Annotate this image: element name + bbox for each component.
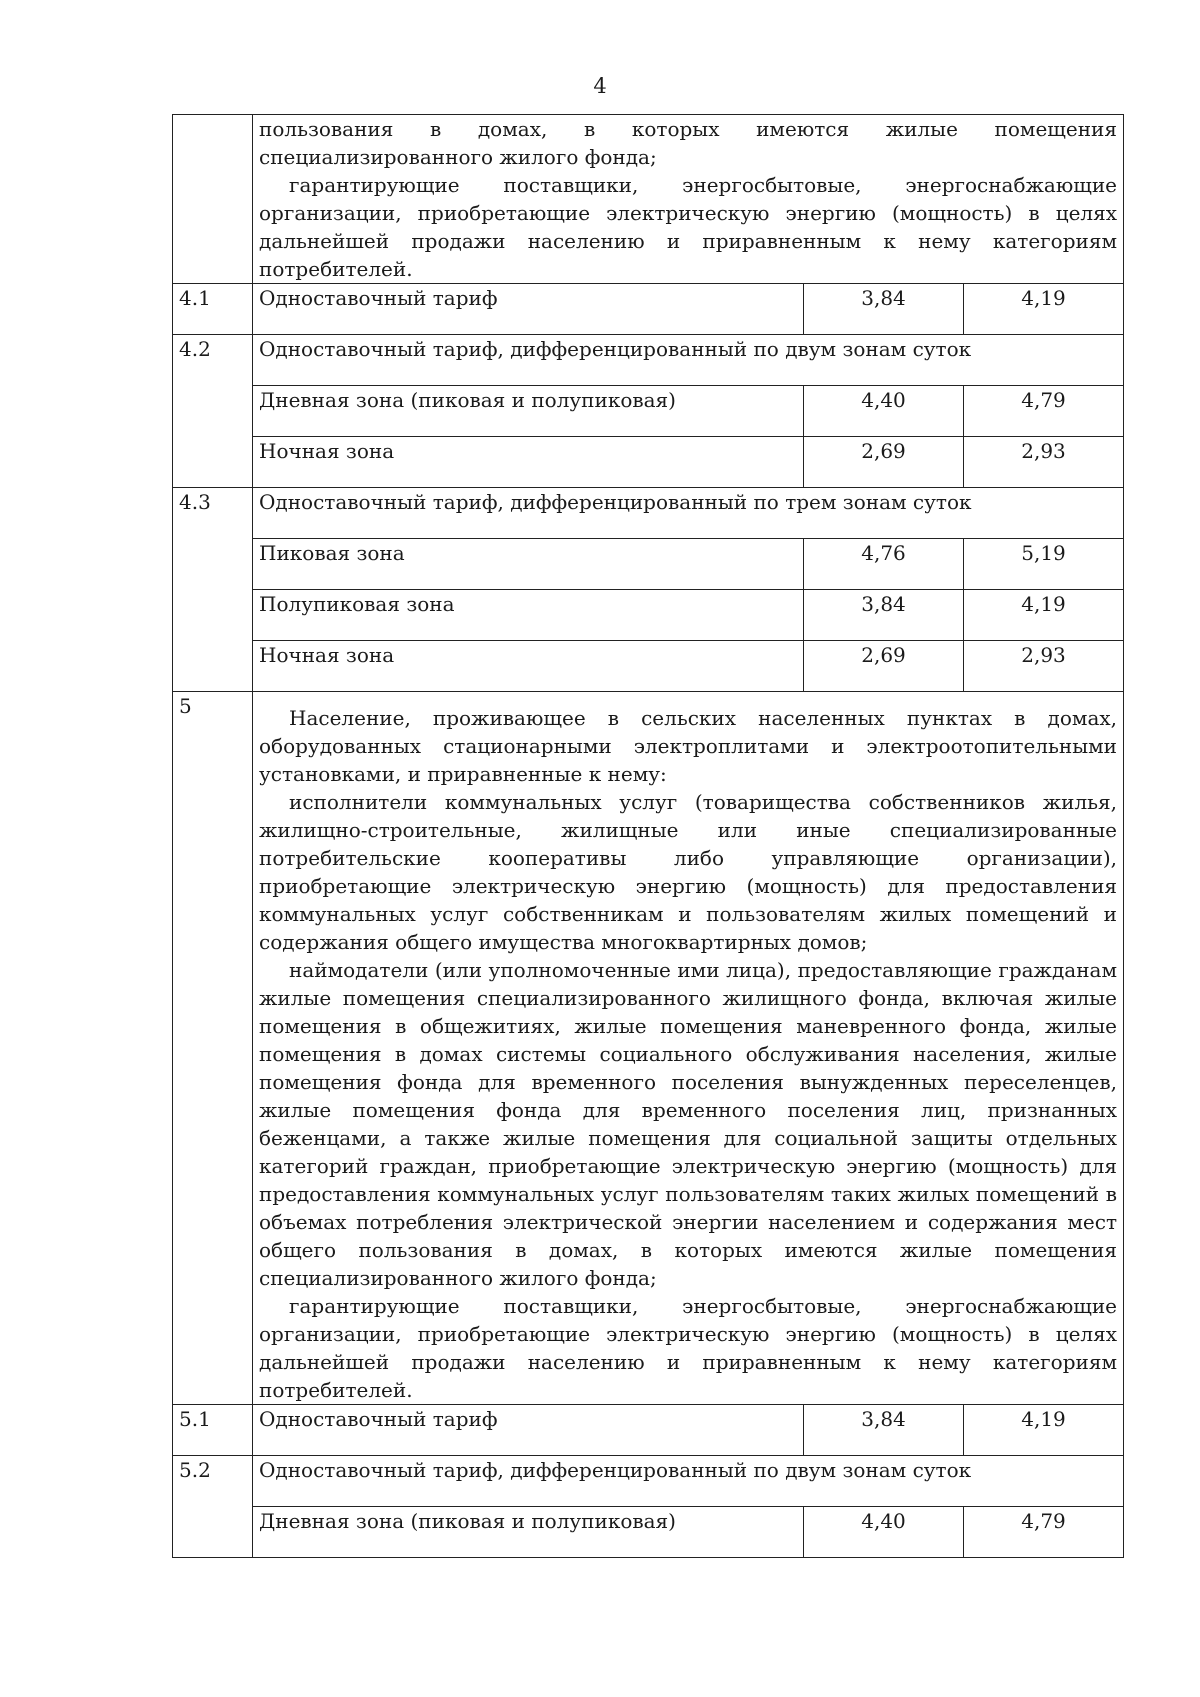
zone-name-cell: Ночная зона [253,437,804,488]
table-row [173,386,1124,437]
table-row [173,590,1124,641]
tariff-value-1: 3,84 [804,1405,964,1456]
tariff-value-1: 3,84 [804,590,964,641]
table-row [173,1507,1124,1558]
description-cell [253,692,1124,1405]
tariff-table [172,114,1124,1558]
tariff-value-1: 4,40 [804,386,964,437]
tariff-value-1: 4,40 [804,1507,964,1558]
tariff-value-2: 4,19 [964,284,1124,335]
table-row [173,539,1124,590]
zone-name-cell: Пиковая зона [253,539,804,590]
paragraph: пользования в домах, в которых имеются жилые помещения специализированного жилого фонда; [259,117,1118,169]
row-number-cell: 5.1 [173,1405,253,1456]
tariff-group-title: Одноставочный тариф, дифференцированный по двум зонам суток [253,335,1124,386]
table-row [173,1405,1124,1456]
paragraph: наймодатели (или уполномоченные ими лица), предоставляющие гражданам жилые помещения специализированного жилищного фонда, включая жилые помещения в общежитиях, жилые помещения маневренного фонда, жилые помещения в домах системы социального обслуживания населения, жилые помещения фонда для временного поселения вынужденных переселенцев, жилые помещения фонда для временного поселения лиц, признанных беженцами, а также жилые помещения для социальной защиты отдельных категорий граждан, приобретающие электрическую энергию (мощность) для предоставления коммунальных услуг пользователям таких жилых помещений в объемах потребления электрической энергии населением и содержания мест общего пользования в домах, в которых имеются жилые помещения специализированного жилого фонда; [259,958,1118,1290]
paragraph: гарантирующие поставщики, энергосбытовые, энергоснабжающие организации, приобретающие электрическую энергию (мощность) в целях дальнейшей продажи населению и приравненным к нему категориям потребителей. [259,1294,1118,1402]
tariff-value-2: 4,79 [964,1507,1124,1558]
tariff-name-cell: Одноставочный тариф [253,1405,804,1456]
table-row [173,437,1124,488]
tariff-value-2: 4,19 [964,590,1124,641]
tariff-value-2: 4,19 [964,1405,1124,1456]
table-row [173,1456,1124,1507]
tariff-group-title: Одноставочный тариф, дифференцированный по двум зонам суток [253,1456,1124,1507]
tariff-value-2: 5,19 [964,539,1124,590]
table-row [173,335,1124,386]
tariff-group-title: Одноставочный тариф, дифференцированный по трем зонам суток [253,488,1124,539]
tariff-value-1: 2,69 [804,641,964,692]
paragraph: Население, проживающее в сельских населенных пунктах в домах, оборудованных стационарными электроплитами и электроотопительными установками, и приравненные к нему: [259,706,1118,786]
zone-name-cell: Полупиковая зона [253,590,804,641]
tariff-value-1: 3,84 [804,284,964,335]
paragraph: гарантирующие поставщики, энергосбытовые, энергоснабжающие организации, приобретающие электрическую энергию (мощность) в целях дальнейшей продажи населению и приравненным к нему категориям потребителей. [259,173,1118,281]
row-number-cell: 5 [173,692,253,1405]
row-number-cell: 5.2 [173,1456,253,1558]
page-number: 4 [593,74,607,98]
zone-name-cell: Дневная зона (пиковая и полупиковая) [253,386,804,437]
table-row [173,284,1124,335]
table-row [173,641,1124,692]
tariff-value-2: 2,93 [964,437,1124,488]
tariff-value-1: 4,76 [804,539,964,590]
zone-name-cell: Дневная зона (пиковая и полупиковая) [253,1507,804,1558]
row-number-cell: 4.2 [173,335,253,488]
table-row [173,115,1124,284]
row-number-cell: 4.1 [173,284,253,335]
row-number-cell [173,115,253,284]
tariff-value-1: 2,69 [804,437,964,488]
row-number-cell: 4.3 [173,488,253,692]
tariff-value-2: 4,79 [964,386,1124,437]
description-cell [253,115,1124,284]
table-row [173,692,1124,1405]
paragraph: исполнители коммунальных услуг (товарищества собственников жилья, жилищно-строительные, жилищные или иные специализированные потребительские кооперативы либо управляющие организации), приобретающие электрическую энергию (мощность) для предоставления коммунальных услуг собственникам и пользователям жилых помещений и содержания общего имущества многоквартирных домов; [259,790,1118,954]
tariff-name-cell: Одноставочный тариф [253,284,804,335]
zone-name-cell: Ночная зона [253,641,804,692]
tariff-value-2: 2,93 [964,641,1124,692]
table-row [173,488,1124,539]
